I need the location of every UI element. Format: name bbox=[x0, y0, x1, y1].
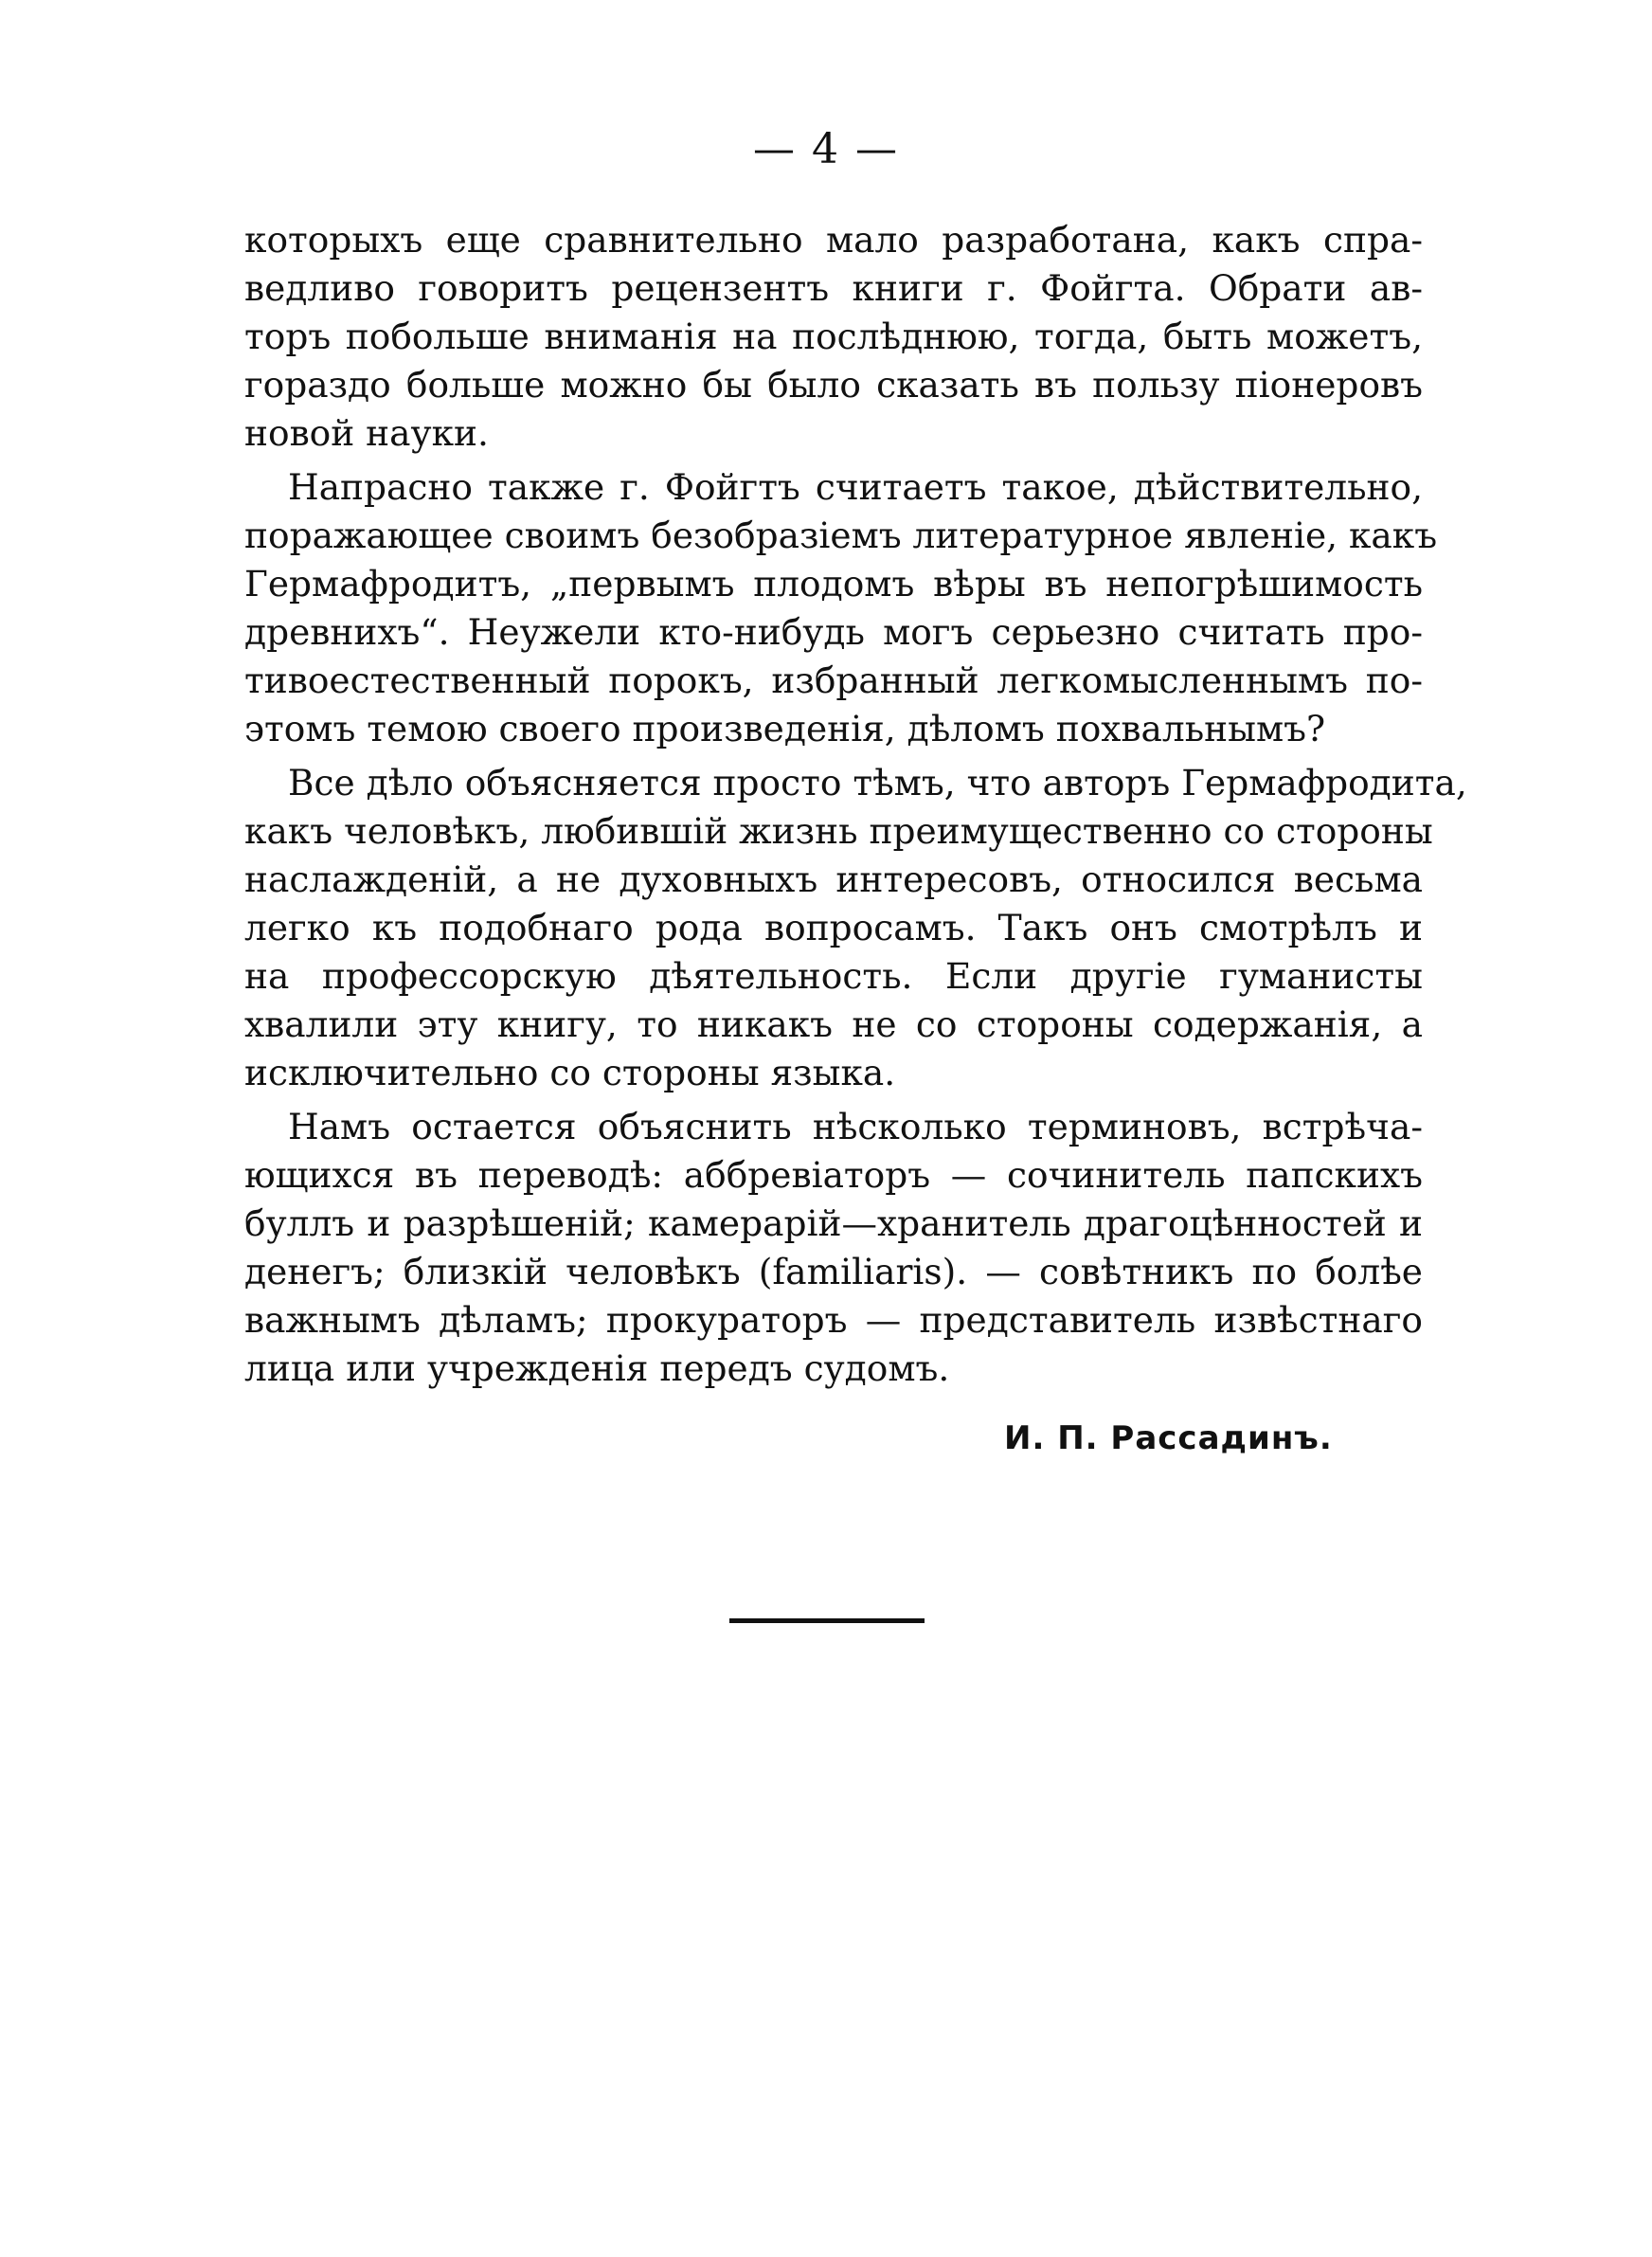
text-line: исключительно со стороны языка. bbox=[244, 1052, 896, 1093]
page-number: — 4 — bbox=[753, 125, 899, 173]
paragraph-1 bbox=[244, 216, 1423, 458]
text-line: буллъ и разрѣшеній; камерарій—хранитель драгоцѣнностей и bbox=[244, 1202, 1423, 1244]
text-line: которыхъ еще сравнительно мало разработана, какъ спра- bbox=[244, 219, 1423, 261]
text-line: Гермафродитъ, „первымъ плодомъ вѣры въ непогрѣшимость bbox=[244, 563, 1423, 605]
closing-rule bbox=[729, 1618, 925, 1623]
text-line: ющихся въ переводѣ: аббревіаторъ — сочинитель папскихъ bbox=[244, 1154, 1423, 1196]
paragraph-2 bbox=[244, 463, 1438, 753]
text-line: легко къ подобнаго рода вопросамъ. Такъ онъ смотрѣлъ и bbox=[244, 907, 1423, 948]
text-line: поражающее своимъ безобразіемъ литературное явленіе, какъ bbox=[244, 515, 1438, 556]
text-line: лица или учрежденія передъ судомъ. bbox=[244, 1347, 950, 1389]
author-signature: И. П. Рассадинъ. bbox=[1004, 1419, 1333, 1457]
paragraph-3 bbox=[244, 759, 1467, 1097]
text-line: на профессорскую дѣятельность. Если другіе гуманисты bbox=[244, 955, 1423, 997]
text-line: наслажденій, а не духовныхъ интересовъ, относился весьма bbox=[244, 858, 1423, 900]
text-line: важнымъ дѣламъ; прокураторъ — представитель извѣстнаго bbox=[244, 1299, 1423, 1341]
text-line: ведливо говоритъ рецензентъ книги г. Фойгта. Обрати ав- bbox=[244, 267, 1423, 309]
text-line: денегъ; близкій человѣкъ (familiaris). — совѣтникъ по болѣе bbox=[244, 1251, 1423, 1292]
text-line: хвалили эту книгу, то никакъ не со стороны содержанія, а bbox=[244, 1003, 1423, 1045]
text-line: какъ человѣкъ, любившій жизнь преимущественно со стороны bbox=[244, 810, 1433, 852]
text-line: тивоестественный порокъ, избранный легкомысленнымъ по- bbox=[244, 659, 1423, 701]
text-line: Намъ остается объяснить нѣсколько терминовъ, встрѣча- bbox=[288, 1106, 1423, 1147]
paragraph-4 bbox=[244, 1103, 1423, 1393]
body-text bbox=[244, 216, 1467, 1393]
text-line: Все дѣло объясняется просто тѣмъ, что авторъ Гермафродита, bbox=[288, 762, 1467, 803]
text-line: новой науки. bbox=[244, 412, 489, 454]
text-line: гораздо больше можно бы было сказать въ пользу піонеровъ bbox=[244, 364, 1423, 406]
text-line: древнихъ“. Неужели кто-нибудь могъ серьезно считать про- bbox=[244, 611, 1423, 653]
text-line: торъ побольше вниманія на послѣднюю, тогда, быть можетъ, bbox=[244, 316, 1423, 357]
text-line: Напрасно также г. Фойгтъ считаетъ такое, дѣйствительно, bbox=[288, 466, 1423, 508]
text-line: этомъ темою своего произведенія, дѣломъ похвальнымъ? bbox=[244, 708, 1326, 749]
